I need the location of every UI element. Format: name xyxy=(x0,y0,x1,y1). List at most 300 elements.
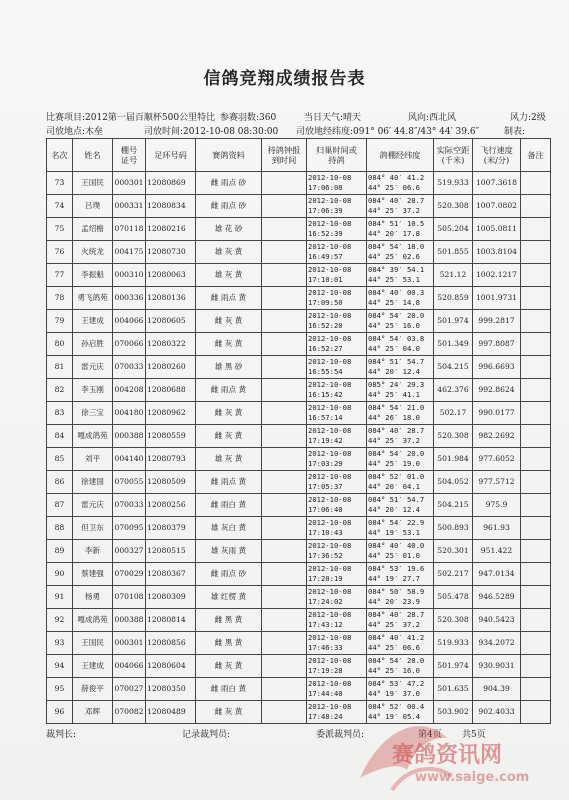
cell-rank: 86 xyxy=(47,471,73,494)
cell-report xyxy=(262,517,307,540)
cell-report xyxy=(262,195,307,218)
cell-rank: 95 xyxy=(47,678,73,701)
cell-ring: 12080605 xyxy=(146,310,196,333)
cell-speed: 997.8087 xyxy=(473,333,521,356)
cell-dist: 501.349 xyxy=(434,333,473,356)
cell-report xyxy=(262,494,307,517)
cell-info: 雄 灰 黄 xyxy=(196,448,262,471)
table-row xyxy=(47,287,551,310)
cell-name: 李新 xyxy=(73,540,113,563)
cell-ring: 12080730 xyxy=(146,241,196,264)
cell-coords: 084° 40′ 41.2 44° 25′ 06.6 xyxy=(367,172,434,195)
cell-loft: 004066 xyxy=(113,310,146,333)
cell-loft: 070108 xyxy=(113,586,146,609)
results-table xyxy=(46,138,551,724)
table-row xyxy=(47,655,551,678)
cell-info: 雌 灰 黄 xyxy=(196,310,262,333)
cell-coords: 084° 54′ 20.0 44° 25′ 19.0 xyxy=(367,448,434,471)
cell-arrival: 2012-10-08 17:05:37 xyxy=(307,471,367,494)
cell-ring: 12080350 xyxy=(146,678,196,701)
cell-loft: 004175 xyxy=(113,241,146,264)
cell-coords: 084° 54′ 03.8 44° 25′ 04.0 xyxy=(367,333,434,356)
cell-rank: 91 xyxy=(47,586,73,609)
cell-coords: 084° 39′ 54.1 44° 25′ 53.1 xyxy=(367,264,434,287)
footer-recorder: 记录裁判员: xyxy=(182,730,231,740)
cell-rank: 78 xyxy=(47,287,73,310)
cell-ring: 12080834 xyxy=(146,195,196,218)
cell-coords: 084° 54′ 21.0 44° 26′ 18.0 xyxy=(367,402,434,425)
cell-rank: 87 xyxy=(47,494,73,517)
cell-name: 勇飞鸽苑 xyxy=(73,287,113,310)
cell-info: 雌 雨点 黄 xyxy=(196,471,262,494)
meta-release-coords: 司放地经纬度:091° 06′ 44.8″/43° 44′ 39.6″ xyxy=(296,127,479,137)
cell-arrival: 2012-10-08 17:44:40 xyxy=(307,678,367,701)
cell-speed: 990.0177 xyxy=(473,402,521,425)
cell-note xyxy=(521,172,551,195)
cell-info: 雌 灰 黄 xyxy=(196,402,262,425)
cell-arrival: 2012-10-08 16:52:39 xyxy=(307,218,367,241)
cell-dist: 520.859 xyxy=(434,287,473,310)
cell-loft: 000327 xyxy=(113,540,146,563)
cell-arrival: 2012-10-08 16:49:57 xyxy=(307,241,367,264)
cell-report xyxy=(262,218,307,241)
cell-coords: 084° 40′ 28.7 44° 25′ 37.2 xyxy=(367,195,434,218)
cell-arrival: 2012-10-08 17:48:24 xyxy=(307,701,367,724)
cell-note xyxy=(521,540,551,563)
cell-ring: 12080793 xyxy=(146,448,196,471)
cell-rank: 89 xyxy=(47,540,73,563)
cell-loft: 000388 xyxy=(113,609,146,632)
cell-name: 薛俊平 xyxy=(73,678,113,701)
cell-speed: 904.39 xyxy=(473,678,521,701)
meta-weather: 当日天气:晴天 xyxy=(304,113,362,123)
cell-speed: 1007.3618 xyxy=(473,172,521,195)
cell-report xyxy=(262,540,307,563)
cell-report xyxy=(262,632,307,655)
cell-name: 王建成 xyxy=(73,655,113,678)
cell-info: 雌 雨白 黄 xyxy=(196,494,262,517)
cell-report xyxy=(262,172,307,195)
cell-ring: 12080962 xyxy=(146,402,196,425)
table-header-row xyxy=(47,139,551,172)
cell-loft: 070027 xyxy=(113,678,146,701)
cell-note xyxy=(521,632,551,655)
cell-name: 王建成 xyxy=(73,310,113,333)
table-row xyxy=(47,517,551,540)
column-header: 持鸽钟报 到时间 xyxy=(262,139,307,172)
cell-dist: 505.204 xyxy=(434,218,473,241)
cell-rank: 79 xyxy=(47,310,73,333)
cell-dist: 520.308 xyxy=(434,609,473,632)
cell-dist: 503.902 xyxy=(434,701,473,724)
cell-note xyxy=(521,241,551,264)
column-header: 鸽棚经纬度 xyxy=(367,139,434,172)
column-header: 赛鸽资料 xyxy=(196,139,262,172)
column-header: 足环号码 xyxy=(146,139,196,172)
cell-name: 蔡建强 xyxy=(73,563,113,586)
cell-ring: 12080256 xyxy=(146,494,196,517)
cell-info: 雌 雨点 砂 xyxy=(196,563,262,586)
cell-speed: 934.2072 xyxy=(473,632,521,655)
cell-speed: 961.93 xyxy=(473,517,521,540)
cell-coords: 084° 52′ 01.0 44° 20′ 04.1 xyxy=(367,471,434,494)
meta-project: 比赛项目:2012第一届百顺杯500公里特比 xyxy=(46,113,216,123)
cell-arrival: 2012-10-08 17:10:43 xyxy=(307,517,367,540)
cell-rank: 85 xyxy=(47,448,73,471)
cell-note xyxy=(521,609,551,632)
cell-rank: 80 xyxy=(47,333,73,356)
cell-arrival: 2012-10-08 17:09:50 xyxy=(307,287,367,310)
cell-dist: 504.215 xyxy=(434,356,473,379)
cell-loft: 004208 xyxy=(113,379,146,402)
cell-speed: 975.9 xyxy=(473,494,521,517)
cell-loft: 000388 xyxy=(113,425,146,448)
cell-ring: 12080322 xyxy=(146,333,196,356)
table-row xyxy=(47,310,551,333)
cell-rank: 76 xyxy=(47,241,73,264)
cell-coords: 084° 50′ 58.9 44° 20′ 23.9 xyxy=(367,586,434,609)
cell-info: 雌 雨白 黄 xyxy=(196,678,262,701)
cell-arrival: 2012-10-08 17:06:40 xyxy=(307,494,367,517)
cell-dist: 502.17 xyxy=(434,402,473,425)
cell-rank: 94 xyxy=(47,655,73,678)
cell-speed: 996.6693 xyxy=(473,356,521,379)
cell-ring: 12080216 xyxy=(146,218,196,241)
table-row xyxy=(47,379,551,402)
cell-arrival: 2012-10-08 17:24:02 xyxy=(307,586,367,609)
cell-note xyxy=(521,356,551,379)
cell-loft: 000310 xyxy=(113,264,146,287)
cell-loft: 070095 xyxy=(113,517,146,540)
table-row xyxy=(47,241,551,264)
cell-rank: 96 xyxy=(47,701,73,724)
cell-note xyxy=(521,218,551,241)
cell-ring: 12080309 xyxy=(146,586,196,609)
cell-dist: 520.308 xyxy=(434,195,473,218)
cell-note xyxy=(521,655,551,678)
cell-rank: 84 xyxy=(47,425,73,448)
cell-ring: 12080367 xyxy=(146,563,196,586)
footer-page-total: 共5页 xyxy=(462,730,486,740)
cell-dist: 504.215 xyxy=(434,494,473,517)
cell-coords: 084° 53′ 47.2 44° 19′ 37.0 xyxy=(367,678,434,701)
cell-loft: 070033 xyxy=(113,356,146,379)
cell-arrival: 2012-10-08 17:20:19 xyxy=(307,563,367,586)
table-row xyxy=(47,402,551,425)
table-row xyxy=(47,586,551,609)
cell-info: 雌 雨点 砂 xyxy=(196,195,262,218)
table-body xyxy=(47,172,551,724)
cell-note xyxy=(521,379,551,402)
cell-name: 吕璞 xyxy=(73,195,113,218)
cell-report xyxy=(262,701,307,724)
cell-dist: 501.984 xyxy=(434,448,473,471)
cell-speed: 951.422 xyxy=(473,540,521,563)
cell-coords: 084° 54′ 20.0 44° 25′ 16.0 xyxy=(367,310,434,333)
cell-report xyxy=(262,287,307,310)
table-row xyxy=(47,448,551,471)
cell-name: 雷元庆 xyxy=(73,356,113,379)
column-header: 棚号 证号 xyxy=(113,139,146,172)
cell-arrival: 2012-10-08 17:06:39 xyxy=(307,195,367,218)
cell-coords: 084° 51′ 54.7 44° 20′ 12.4 xyxy=(367,356,434,379)
cell-info: 雄 灰白 黄 xyxy=(196,517,262,540)
cell-coords: 084° 54′ 20.0 44° 25′ 16.0 xyxy=(367,655,434,678)
column-header: 归巢时间或 持鸽 xyxy=(307,139,367,172)
cell-ring: 12080515 xyxy=(146,540,196,563)
meta-release-time: 司放时间:2012-10-08 08:30:00 xyxy=(144,127,279,137)
cell-name: 李振魁 xyxy=(73,264,113,287)
cell-info: 雄 灰 黄 xyxy=(196,264,262,287)
cell-info: 雄 红楞 黄 xyxy=(196,586,262,609)
cell-loft: 000301 xyxy=(113,632,146,655)
cell-dist: 505.478 xyxy=(434,586,473,609)
cell-dist: 519.933 xyxy=(434,172,473,195)
cell-coords: 085° 24′ 29.3 44° 25′ 41.1 xyxy=(367,379,434,402)
cell-loft: 070033 xyxy=(113,494,146,517)
cell-dist: 519.933 xyxy=(434,632,473,655)
cell-info: 雄 花 砂 xyxy=(196,218,262,241)
cell-arrival: 2012-10-08 16:15:42 xyxy=(307,379,367,402)
cell-speed: 977.5712 xyxy=(473,471,521,494)
cell-rank: 92 xyxy=(47,609,73,632)
watermark-url: www.saige.com xyxy=(415,770,530,785)
cell-arrival: 2012-10-08 16:55:54 xyxy=(307,356,367,379)
meta-release-site: 司放地点:木垒 xyxy=(46,127,104,137)
cell-report xyxy=(262,356,307,379)
cell-dist: 502.217 xyxy=(434,563,473,586)
cell-arrival: 2012-10-08 17:46:33 xyxy=(307,632,367,655)
cell-speed: 999.2817 xyxy=(473,310,521,333)
cell-report xyxy=(262,333,307,356)
cell-ring: 12080489 xyxy=(146,701,196,724)
table-row xyxy=(47,471,551,494)
cell-rank: 90 xyxy=(47,563,73,586)
cell-info: 雌 灰 黄 xyxy=(196,425,262,448)
cell-loft: 000301 xyxy=(113,172,146,195)
cell-coords: 084° 54′ 18.0 44° 25′ 02.6 xyxy=(367,241,434,264)
cell-loft: 004140 xyxy=(113,448,146,471)
cell-rank: 75 xyxy=(47,218,73,241)
cell-dist: 520.301 xyxy=(434,540,473,563)
cell-ring: 12080869 xyxy=(146,172,196,195)
cell-arrival: 2012-10-08 16:52:20 xyxy=(307,310,367,333)
cell-report xyxy=(262,609,307,632)
cell-loft: 070055 xyxy=(113,471,146,494)
table-row xyxy=(47,494,551,517)
cell-name: 杨勇 xyxy=(73,586,113,609)
cell-name: 孙启胜 xyxy=(73,333,113,356)
cell-note xyxy=(521,264,551,287)
cell-rank: 82 xyxy=(47,379,73,402)
cell-loft: 070082 xyxy=(113,701,146,724)
column-header: 姓名 xyxy=(73,139,113,172)
cell-note xyxy=(521,586,551,609)
cell-info: 雌 雨点 黄 xyxy=(196,379,262,402)
cell-loft: 000336 xyxy=(113,287,146,310)
cell-note xyxy=(521,471,551,494)
cell-coords: 084° 51′ 54.7 44° 20′ 12.4 xyxy=(367,494,434,517)
footer-committee: 委派裁判员: xyxy=(316,730,365,740)
cell-coords: 084° 40′ 28.7 44° 25′ 37.2 xyxy=(367,609,434,632)
cell-report xyxy=(262,402,307,425)
cell-speed: 982.2692 xyxy=(473,425,521,448)
table-row xyxy=(47,540,551,563)
cell-ring: 12080856 xyxy=(146,632,196,655)
cell-coords: 084° 53′ 19.6 44° 19′ 27.7 xyxy=(367,563,434,586)
cell-info: 雌 灰 黄 xyxy=(196,701,262,724)
cell-note xyxy=(521,425,551,448)
cell-dist: 501.635 xyxy=(434,678,473,701)
column-header: 实际空距 (千米) xyxy=(434,139,473,172)
cell-report xyxy=(262,471,307,494)
report-title: 信鸽竞翔成绩报告表 xyxy=(203,69,366,89)
cell-report xyxy=(262,586,307,609)
cell-rank: 83 xyxy=(47,402,73,425)
table-row xyxy=(47,609,551,632)
watermark-site-name: 赛鸽资讯网 xyxy=(392,743,503,768)
cell-speed: 977.6052 xyxy=(473,448,521,471)
cell-note xyxy=(521,517,551,540)
cell-loft: 070118 xyxy=(113,218,146,241)
table-row xyxy=(47,425,551,448)
cell-info: 雄 灰 黄 xyxy=(196,241,262,264)
cell-info: 雄 黑 砂 xyxy=(196,356,262,379)
table-row xyxy=(47,195,551,218)
cell-speed: 1007.0802 xyxy=(473,195,521,218)
cell-coords: 084° 40′ 41.2 44° 25′ 06.6 xyxy=(367,632,434,655)
cell-name: 徐建国 xyxy=(73,471,113,494)
cell-speed: 947.0134 xyxy=(473,563,521,586)
cell-arrival: 2012-10-08 17:36:52 xyxy=(307,540,367,563)
cell-report xyxy=(262,264,307,287)
cell-info: 雌 雨点 砂 xyxy=(196,172,262,195)
table-row xyxy=(47,356,551,379)
cell-note xyxy=(521,333,551,356)
cell-note xyxy=(521,563,551,586)
cell-dist: 501.974 xyxy=(434,310,473,333)
table-row xyxy=(47,333,551,356)
table-row xyxy=(47,678,551,701)
cell-coords: 084° 40′ 00.3 44° 25′ 14.8 xyxy=(367,287,434,310)
table-row xyxy=(47,172,551,195)
cell-report xyxy=(262,241,307,264)
cell-report xyxy=(262,425,307,448)
column-header: 备注 xyxy=(521,139,551,172)
cell-loft: 070029 xyxy=(113,563,146,586)
cell-rank: 77 xyxy=(47,264,73,287)
cell-loft: 000331 xyxy=(113,195,146,218)
cell-coords: 084° 40′ 28.7 44° 25′ 37.2 xyxy=(367,425,434,448)
cell-dist: 501.974 xyxy=(434,655,473,678)
cell-report xyxy=(262,678,307,701)
cell-name: 邓辉 xyxy=(73,701,113,724)
cell-rank: 73 xyxy=(47,172,73,195)
cell-dist: 462.376 xyxy=(434,379,473,402)
cell-name: 雷元庆 xyxy=(73,494,113,517)
cell-name: 刘平 xyxy=(73,448,113,471)
cell-speed: 1001.9731 xyxy=(473,287,521,310)
cell-note xyxy=(521,310,551,333)
cell-dist: 520.308 xyxy=(434,425,473,448)
cell-dist: 504.052 xyxy=(434,471,473,494)
cell-ring: 12080604 xyxy=(146,655,196,678)
meta-wind-direction: 风向:西北风 xyxy=(408,113,457,123)
cell-loft: 004180 xyxy=(113,402,146,425)
cell-name: 徐三宝 xyxy=(73,402,113,425)
cell-info: 雄 灰雨 黄 xyxy=(196,540,262,563)
cell-report xyxy=(262,379,307,402)
cell-info: 雌 灰 黄 xyxy=(196,333,262,356)
cell-speed: 1003.8104 xyxy=(473,241,521,264)
cell-report xyxy=(262,310,307,333)
meta-wind-level: 风力:2级 xyxy=(510,113,546,123)
cell-ring: 12080688 xyxy=(146,379,196,402)
cell-loft: 070066 xyxy=(113,333,146,356)
cell-ring: 12080136 xyxy=(146,287,196,310)
cell-speed: 1002.1217 xyxy=(473,264,521,287)
cell-info: 雌 雨点 黄 xyxy=(196,287,262,310)
cell-name: 李玉刚 xyxy=(73,379,113,402)
cell-speed: 940.5423 xyxy=(473,609,521,632)
cell-ring: 12080559 xyxy=(146,425,196,448)
cell-loft: 004066 xyxy=(113,655,146,678)
table-row xyxy=(47,218,551,241)
cell-rank: 93 xyxy=(47,632,73,655)
cell-rank: 81 xyxy=(47,356,73,379)
cell-arrival: 2012-10-08 17:03:29 xyxy=(307,448,367,471)
cell-note xyxy=(521,402,551,425)
cell-rank: 74 xyxy=(47,195,73,218)
cell-arrival: 2012-10-08 17:06:08 xyxy=(307,172,367,195)
cell-info: 雌 黑 黄 xyxy=(196,609,262,632)
cell-ring: 12080063 xyxy=(146,264,196,287)
cell-note xyxy=(521,494,551,517)
cell-speed: 902.4033 xyxy=(473,701,521,724)
cell-coords: 084° 54′ 22.9 44° 19′ 53.1 xyxy=(367,517,434,540)
meta-entries: 参赛羽数:360 xyxy=(220,113,277,123)
meta-tabulator: 制表: xyxy=(504,127,526,137)
cell-speed: 930.9031 xyxy=(473,655,521,678)
table-row xyxy=(47,632,551,655)
cell-arrival: 2012-10-08 17:43:12 xyxy=(307,609,367,632)
cell-name: 孟绍檐 xyxy=(73,218,113,241)
column-header: 名次 xyxy=(47,139,73,172)
cell-dist: 501.855 xyxy=(434,241,473,264)
cell-ring: 12080814 xyxy=(146,609,196,632)
cell-name: 王国民 xyxy=(73,172,113,195)
cell-arrival: 2012-10-08 17:10:01 xyxy=(307,264,367,287)
cell-arrival: 2012-10-08 16:57:14 xyxy=(307,402,367,425)
cell-report xyxy=(262,655,307,678)
cell-arrival: 2012-10-08 17:19:42 xyxy=(307,425,367,448)
cell-note xyxy=(521,678,551,701)
column-header: 飞行速度 (米/分) xyxy=(473,139,521,172)
cell-note xyxy=(521,448,551,471)
cell-name: 火统龙 xyxy=(73,241,113,264)
table-row xyxy=(47,563,551,586)
cell-speed: 1005.0811 xyxy=(473,218,521,241)
cell-ring: 12080379 xyxy=(146,517,196,540)
cell-dist: 521.12 xyxy=(434,264,473,287)
cell-rank: 88 xyxy=(47,517,73,540)
cell-speed: 946.5289 xyxy=(473,586,521,609)
cell-name: 嘎成鸽苑 xyxy=(73,425,113,448)
cell-coords: 084° 40′ 40.0 44° 25′ 01.0 xyxy=(367,540,434,563)
cell-name: 嘎成鸽苑 xyxy=(73,609,113,632)
cell-dist: 500.893 xyxy=(434,517,473,540)
footer-chief-judge: 裁判长: xyxy=(46,730,77,740)
